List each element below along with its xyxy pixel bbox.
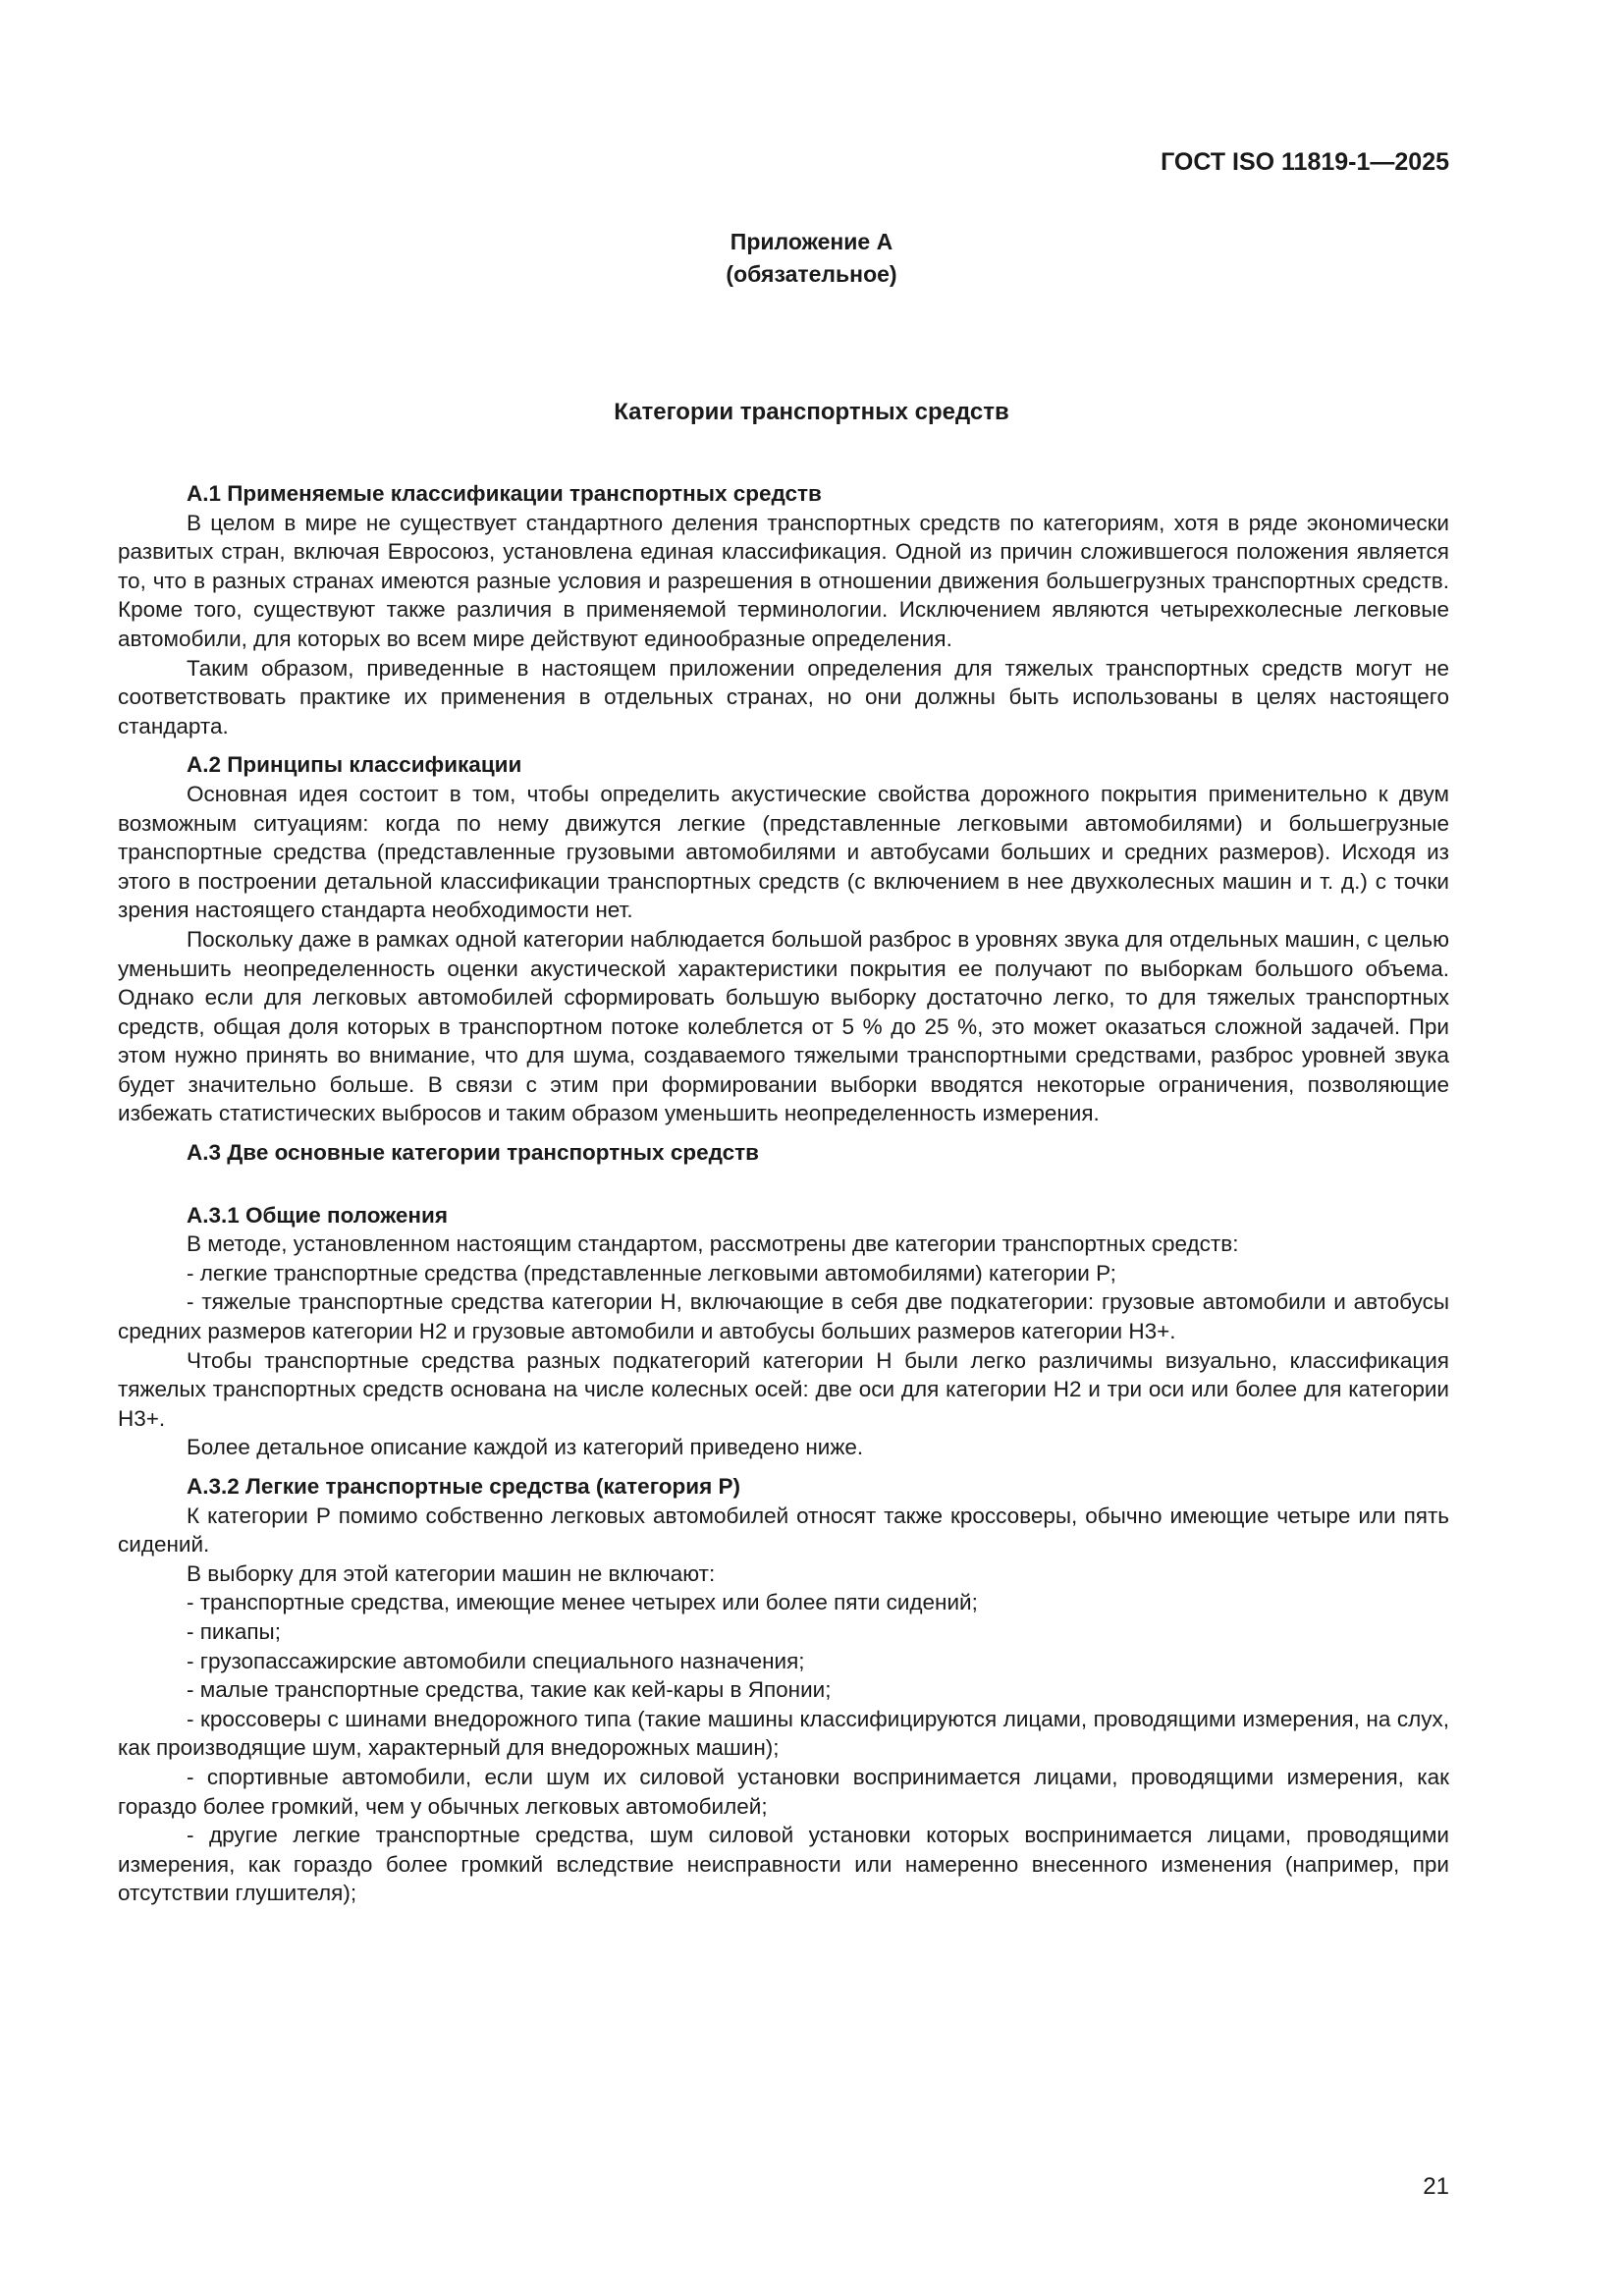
- paragraph: Поскольку даже в рамках одной категории наблюдается большой разброс в уровнях звука для отдельных машин, с целью уменьшить неопределенность оценки акустической характеристики покрытия ее получают по выборкам большого объема. Однако если для легковых автомобилей сформировать большую выборку достаточно легко, то для тяжелых транспортных средств, общая доля которых в транспортном потоке колеблется от 5 % до 25 %, это может оказаться сложной задачей. При этом нужно принять во внимание, что для шума, создаваемого тяжелыми транспортными средствами, разброс уровней звука будет значительно больше. В связи с этим при формировании выборки вводятся некоторые ограничения, позволяющие избежать статистических выбросов и таким образом уменьшить неопределенность измерения.: [118, 926, 1449, 1126]
- annex-title: Приложение А: [730, 229, 893, 254]
- section-heading-a3: А.3 Две основные категории транспортных средств: [187, 1140, 759, 1166]
- list-item: - другие легкие транспортные средства, шум силовой установки которых воспринимается лицами, проводящими измерения, как гораздо более громкий вследствие неисправности или намеренно внесенного изменения (например, при отсутствии глушителя);: [118, 1823, 1449, 1906]
- list-item: - спортивные автомобили, если шум их силовой установки воспринимается лицами, проводящими измерения, как гораздо более громкий, чем у обычных легковых автомобилей;: [118, 1764, 1449, 1819]
- paragraph: В методе, установленном настоящим стандартом, рассмотрены две категории транспортных средств:: [187, 1231, 1239, 1257]
- page-number: 21: [1423, 2173, 1449, 2200]
- paragraph: Чтобы транспортные средства разных подкатегорий категории Н были легко различимы визуально, классификация тяжелых транспортных средств основана на числе колесных осей: две оси для категории Н2 и три оси или более для категории Н3+.: [118, 1347, 1449, 1431]
- section-heading-a2: А.2 Принципы классификации: [187, 752, 522, 778]
- list-item: - малые транспортные средства, такие как кей-кары в Японии;: [187, 1677, 832, 1703]
- subsection-heading-a31: А.3.1 Общие положения: [187, 1202, 448, 1228]
- page-title: Категории транспортных средств: [614, 399, 1009, 425]
- paragraph: Более детальное описание каждой из категорий приведено ниже.: [187, 1435, 864, 1460]
- paragraph: Основная идея состоит в том, чтобы определить акустические свойства дорожного покрытия применительно к двум возможным ситуациям: когда по нему движутся легкие (представленные легковыми автомобилями) и большегрузные транспортные средства (представленные грузовыми автомобилями и автобусами больших и средних размеров). Исходя из этого в построении детальной классификации транспортных средств (с включением в нее двухколесных машин и т. д.) с точки зрения настоящего стандарта необходимости нет.: [118, 781, 1449, 923]
- list-item: - тяжелые транспортные средства категории Н, включающие в себя две подкатегории: грузовые автомобили и автобусы средних размеров категории Н2 и грузовые автомобили и автобусы больших размеров категории Н3+.: [118, 1289, 1449, 1344]
- list-item: - пикапы;: [187, 1618, 281, 1644]
- annex-status: (обязательное): [726, 261, 897, 287]
- paragraph: В целом в мире не существует стандартного деления транспортных средств по категориям, хотя в ряде экономически развитых стран, включая Евросоюз, установлена единая классификация. Одной из причин сложившегося положения является то, что в разных странах имеются разные условия и разрешения в отношении движения большегрузных транспортных средств. Кроме того, существуют также различия в применяемой терминологии. Исключением являются четырехколесные легковые автомобили, для которых во всем мире действуют единообразные определения.: [118, 510, 1449, 651]
- document-id: ГОСТ ISO 11819-1—2025: [1161, 148, 1449, 176]
- paragraph: К категории Р помимо собственно легковых автомобилей относят также кроссоверы, обычно имеющие четыре или пять сидений.: [118, 1503, 1449, 1558]
- paragraph: Таким образом, приведенные в настоящем приложении определения для тяжелых транспортных средств могут не соответствовать практике их применения в отдельных странах, но они должны быть использованы в целях настоящего стандарта.: [118, 655, 1449, 738]
- annex-header: [0, 226, 1623, 291]
- list-item: - кроссоверы с шинами внедорожного типа (такие машины классифицируются лицами, проводящими измерения, на слух, как производящие шум, характерный для внедорожных машин);: [118, 1706, 1449, 1761]
- list-item: - грузопассажирские автомобили специального назначения;: [187, 1648, 805, 1673]
- section-heading-a1: А.1 Применяемые классификации транспортных средств: [187, 481, 822, 506]
- document-body: [118, 479, 1449, 1908]
- paragraph: В выборку для этой категории машин не включают:: [187, 1560, 716, 1586]
- list-item: - транспортные средства, имеющие менее четырех или более пяти сидений;: [187, 1590, 978, 1615]
- list-item: - легкие транспортные средства (представленные легковыми автомобилями) категории Р;: [187, 1260, 1116, 1285]
- subsection-heading-a32: А.3.2 Легкие транспортные средства (категория Р): [187, 1474, 740, 1499]
